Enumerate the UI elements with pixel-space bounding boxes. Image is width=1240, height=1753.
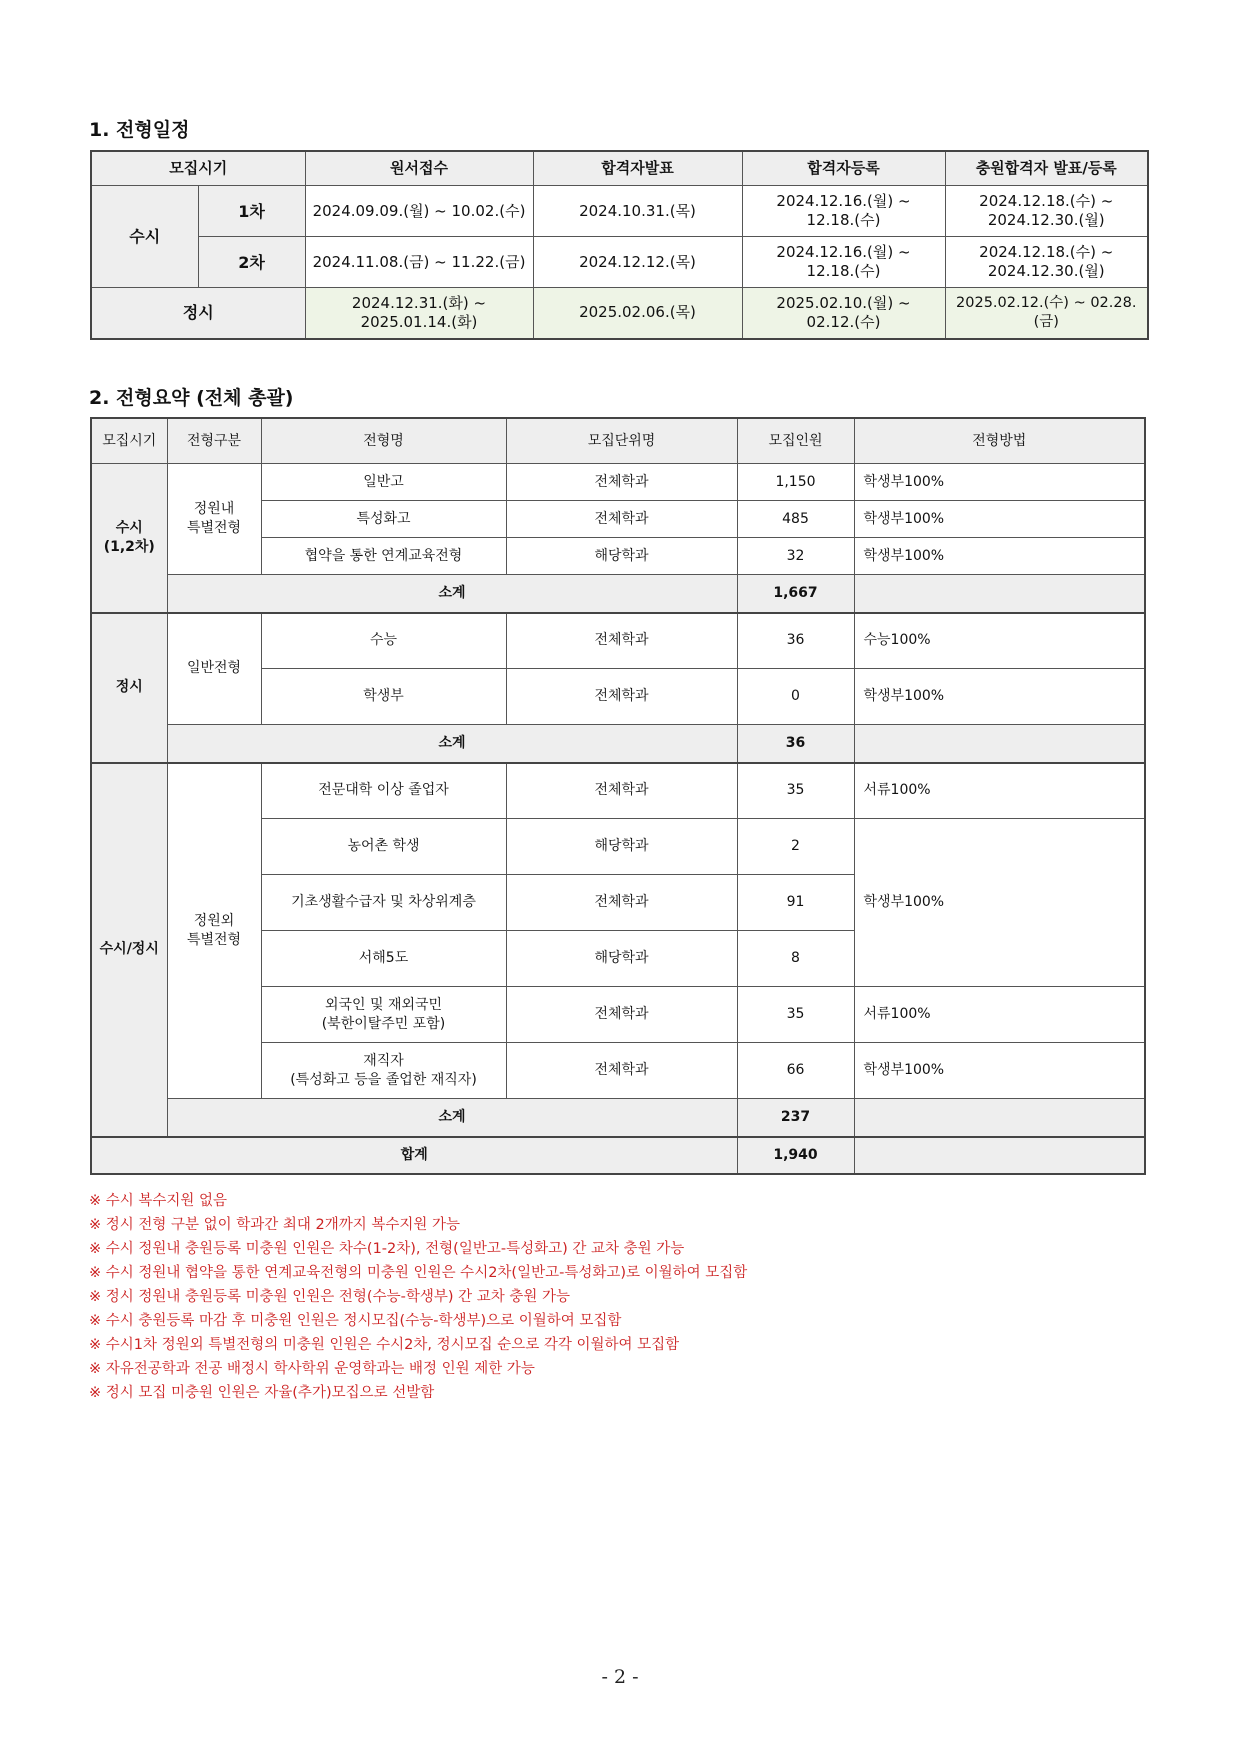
count-cell: 91 bbox=[737, 875, 854, 931]
note-item: ※ 정시 전형 구분 없이 학과간 최대 2개까지 복수지원 가능 bbox=[89, 1217, 461, 1233]
apply-date: 2024.11.08.(금) ~ 11.22.(금) bbox=[305, 237, 533, 288]
announce-date: 2025.02.06.(목) bbox=[533, 288, 742, 339]
header-period: 모집시기 bbox=[91, 151, 305, 186]
subtotal-label: 소계 bbox=[167, 1099, 737, 1137]
fill-date: 2024.12.18.(수) ~ 2024.12.30.(월) bbox=[945, 237, 1148, 288]
unit-cell: 해당학과 bbox=[506, 819, 737, 875]
header-unit: 모집단위명 bbox=[506, 418, 737, 464]
announce-date: 2024.12.12.(목) bbox=[533, 237, 742, 288]
subtotal-count: 1,667 bbox=[737, 575, 854, 613]
note-item: ※ 수시 정원내 협약을 통한 연계교육전형의 미충원 인원은 수시2차(일반고-특성화고)로 이월하여 모집함 bbox=[89, 1265, 748, 1281]
method-cell: 학생부100% bbox=[854, 538, 1145, 575]
count-cell: 0 bbox=[737, 669, 854, 725]
count-cell: 485 bbox=[737, 501, 854, 538]
admission-name: 협약을 통한 연계교육전형 bbox=[261, 538, 506, 575]
apply-date: 2024.12.31.(화) ~ 2025.01.14.(화) bbox=[305, 288, 533, 339]
method-cell: 서류100% bbox=[854, 763, 1145, 819]
round-label: 2차 bbox=[198, 237, 305, 288]
subtotal-blank bbox=[854, 1099, 1145, 1137]
count-cell: 2 bbox=[737, 819, 854, 875]
admission-name: 일반고 bbox=[261, 464, 506, 501]
announce-date: 2024.10.31.(목) bbox=[533, 186, 742, 237]
section2-title: 2. 전형요약 (전체 총괄) bbox=[89, 387, 294, 409]
count-cell: 8 bbox=[737, 931, 854, 987]
subtotal-blank bbox=[854, 725, 1145, 763]
register-date: 2024.12.16.(월) ~ 12.18.(수) bbox=[742, 186, 945, 237]
apply-date: 2024.09.09.(월) ~ 10.02.(수) bbox=[305, 186, 533, 237]
method-cell: 수능100% bbox=[854, 613, 1145, 669]
subtotal-blank bbox=[854, 575, 1145, 613]
admission-name: 농어촌 학생 bbox=[261, 819, 506, 875]
count-cell: 35 bbox=[737, 763, 854, 819]
method-cell: 학생부100% bbox=[854, 464, 1145, 501]
unit-cell: 전체학과 bbox=[506, 501, 737, 538]
unit-cell: 전체학과 bbox=[506, 987, 737, 1043]
unit-cell: 해당학과 bbox=[506, 931, 737, 987]
unit-cell: 전체학과 bbox=[506, 613, 737, 669]
note-item: ※ 수시1차 정원외 특별전형의 미충원 인원은 수시2차, 정시모집 순으로 각각 이월하여 모집함 bbox=[89, 1337, 680, 1353]
unit-cell: 해당학과 bbox=[506, 538, 737, 575]
subtotal-count: 36 bbox=[737, 725, 854, 763]
header-apply: 원서접수 bbox=[305, 151, 533, 186]
count-cell: 36 bbox=[737, 613, 854, 669]
admission-name: 외국인 및 재외국민 (북한이탈주민 포함) bbox=[261, 987, 506, 1043]
unit-cell: 전체학과 bbox=[506, 669, 737, 725]
admission-name: 기초생활수급자 및 차상위계층 bbox=[261, 875, 506, 931]
header-count: 모집인원 bbox=[737, 418, 854, 464]
header-name: 전형명 bbox=[261, 418, 506, 464]
period-cell: 정시 bbox=[91, 613, 167, 763]
method-cell: 서류100% bbox=[854, 987, 1145, 1043]
count-cell: 66 bbox=[737, 1043, 854, 1099]
note-item: ※ 정시 모집 미충원 인원은 자율(추가)모집으로 선발함 bbox=[89, 1385, 435, 1401]
subtotal-count: 237 bbox=[737, 1099, 854, 1137]
total-blank bbox=[854, 1137, 1145, 1174]
period-cell: 수시/정시 bbox=[91, 763, 167, 1137]
count-cell: 35 bbox=[737, 987, 854, 1043]
fill-date: 2025.02.12.(수) ~ 02.28.(금) bbox=[945, 288, 1148, 339]
note-item: ※ 수시 복수지원 없음 bbox=[89, 1193, 228, 1209]
count-cell: 1,150 bbox=[737, 464, 854, 501]
admission-name: 서해5도 bbox=[261, 931, 506, 987]
total-label: 합계 bbox=[91, 1137, 737, 1174]
method-cell: 학생부100% bbox=[854, 501, 1145, 538]
unit-cell: 전체학과 bbox=[506, 875, 737, 931]
category-cell: 정원외 특별전형 bbox=[167, 763, 261, 1099]
admission-name: 전문대학 이상 졸업자 bbox=[261, 763, 506, 819]
note-item: ※ 정시 정원내 충원등록 미충원 인원은 전형(수능-학생부) 간 교차 충원 가능 bbox=[89, 1289, 570, 1305]
category-cell: 일반전형 bbox=[167, 613, 261, 725]
method-cell: 학생부100% bbox=[854, 669, 1145, 725]
jeongsi-label: 정시 bbox=[91, 288, 305, 339]
header-announce: 합격자발표 bbox=[533, 151, 742, 186]
schedule-table bbox=[90, 150, 1149, 340]
unit-cell: 전체학과 bbox=[506, 1043, 737, 1099]
count-cell: 32 bbox=[737, 538, 854, 575]
note-item: ※ 수시 정원내 충원등록 미충원 인원은 차수(1-2차), 전형(일반고-특성화고) 간 교차 충원 가능 bbox=[89, 1241, 685, 1257]
note-item: ※ 수시 충원등록 마감 후 미충원 인원은 정시모집(수능-학생부)으로 이월하여 모집함 bbox=[89, 1313, 622, 1329]
method-cell: 학생부100% bbox=[854, 1043, 1145, 1099]
total-count: 1,940 bbox=[737, 1137, 854, 1174]
header-category: 전형구분 bbox=[167, 418, 261, 464]
summary-table bbox=[90, 417, 1146, 1175]
susi-label: 수시 bbox=[91, 186, 198, 288]
note-item: ※ 자유전공학과 전공 배정시 학사학위 운영학과는 배정 인원 제한 가능 bbox=[89, 1361, 535, 1377]
subtotal-label: 소계 bbox=[167, 725, 737, 763]
fill-date: 2024.12.18.(수) ~ 2024.12.30.(월) bbox=[945, 186, 1148, 237]
page-number: - 2 - bbox=[601, 1666, 639, 1688]
subtotal-label: 소계 bbox=[167, 575, 737, 613]
unit-cell: 전체학과 bbox=[506, 464, 737, 501]
admission-name: 수능 bbox=[261, 613, 506, 669]
notes-list bbox=[89, 1189, 747, 1405]
header-method: 전형방법 bbox=[854, 418, 1145, 464]
unit-cell: 전체학과 bbox=[506, 763, 737, 819]
method-cell: 학생부100% bbox=[854, 819, 1145, 987]
header-register: 합격자등록 bbox=[742, 151, 945, 186]
header-period: 모집시기 bbox=[91, 418, 167, 464]
category-cell: 정원내 특별전형 bbox=[167, 464, 261, 575]
admission-name: 특성화고 bbox=[261, 501, 506, 538]
round-label: 1차 bbox=[198, 186, 305, 237]
period-cell: 수시 (1,2차) bbox=[91, 464, 167, 613]
register-date: 2025.02.10.(월) ~ 02.12.(수) bbox=[742, 288, 945, 339]
section1-title: 1. 전형일정 bbox=[89, 119, 190, 141]
header-fill: 충원합격자 발표/등록 bbox=[945, 151, 1148, 186]
register-date: 2024.12.16.(월) ~ 12.18.(수) bbox=[742, 237, 945, 288]
admission-name: 학생부 bbox=[261, 669, 506, 725]
admission-name: 재직자 (특성화고 등을 졸업한 재직자) bbox=[261, 1043, 506, 1099]
